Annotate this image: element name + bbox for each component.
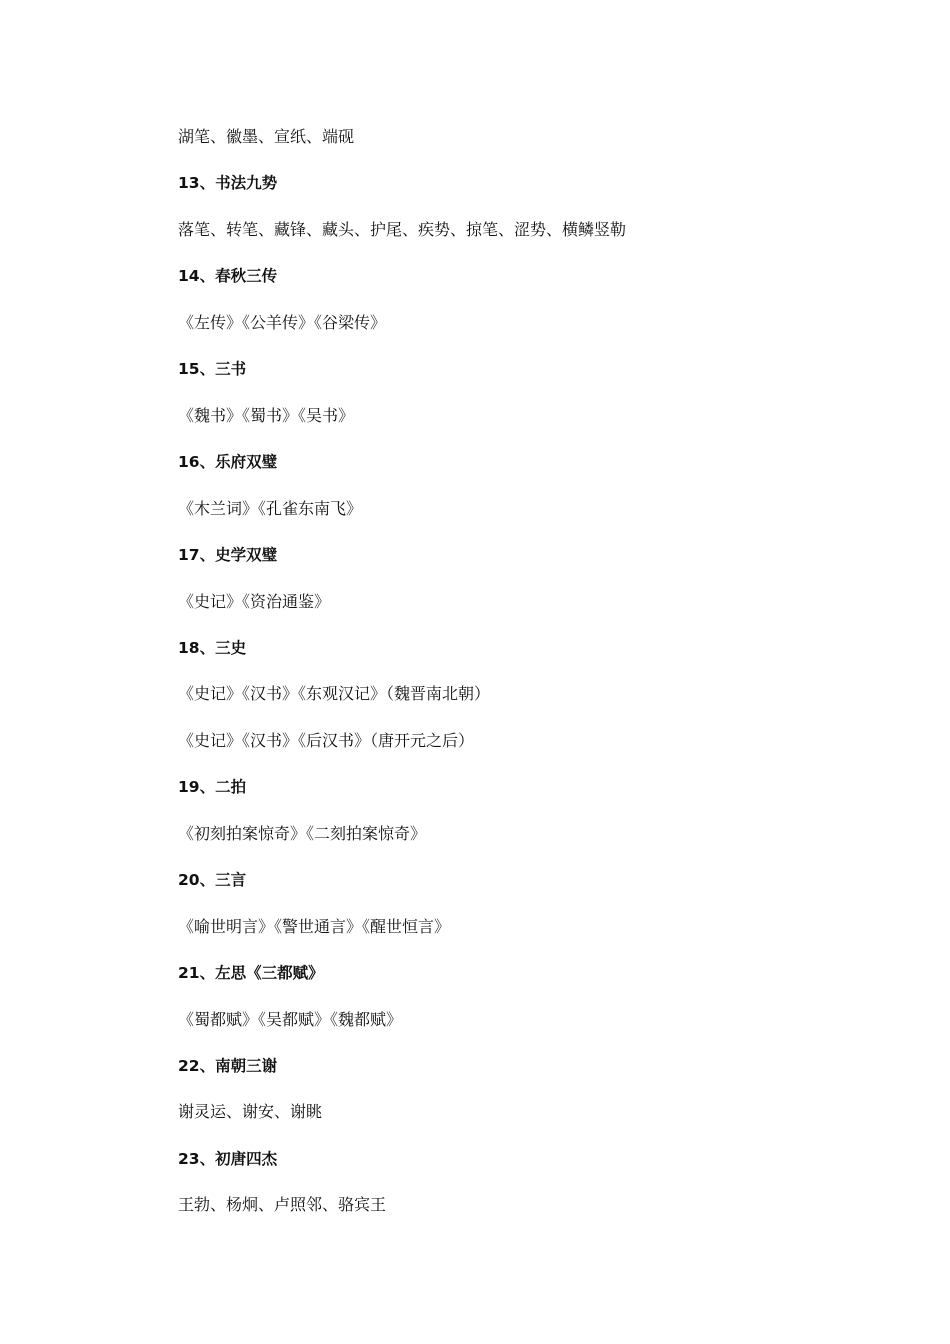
- section-heading: 16、乐府双璧: [178, 453, 278, 471]
- body-line: 《蜀都赋》《吴都赋》《魏都赋》: [178, 1010, 403, 1029]
- body-line: 《魏书》《蜀书》《吴书》: [178, 406, 355, 425]
- section-heading: 18、三史: [178, 639, 247, 657]
- body-line: 《木兰词》《孔雀东南飞》: [178, 499, 363, 518]
- section-heading: 20、三言: [178, 871, 247, 889]
- section-heading: 14、春秋三传: [178, 267, 278, 285]
- body-line: 《左传》《公羊传》《谷梁传》: [178, 313, 387, 332]
- body-line: 《史记》《资治通鉴》: [178, 592, 331, 611]
- body-line: 谢灵运、谢安、谢眺: [178, 1102, 323, 1121]
- section-heading: 13、书法九势: [178, 174, 278, 192]
- body-line: 《初刻拍案惊奇》《二刻拍案惊奇》: [178, 824, 427, 843]
- section-heading: 19、二拍: [178, 778, 247, 796]
- section-heading: 15、三书: [178, 360, 247, 378]
- section-heading: 22、南朝三谢: [178, 1057, 278, 1075]
- body-line: 《喻世明言》《警世通言》《醒世恒言》: [178, 917, 451, 936]
- body-line: 《史记》《汉书》《东观汉记》（魏晋南北朝）: [178, 684, 491, 703]
- section-heading: 23、初唐四杰: [178, 1150, 278, 1168]
- body-line: 湖笔、徽墨、宣纸、端砚: [178, 127, 355, 146]
- body-line: 王勃、杨炯、卢照邻、骆宾王: [178, 1195, 387, 1214]
- body-line: 落笔、转笔、藏锋、藏头、护尾、疾势、掠笔、涩势、横鳞竖勒: [178, 220, 627, 239]
- section-heading: 17、史学双璧: [178, 546, 278, 564]
- body-line: 《史记》《汉书》《后汉书》（唐开元之后）: [178, 731, 475, 750]
- section-heading: 21、左思《三都赋》: [178, 964, 324, 982]
